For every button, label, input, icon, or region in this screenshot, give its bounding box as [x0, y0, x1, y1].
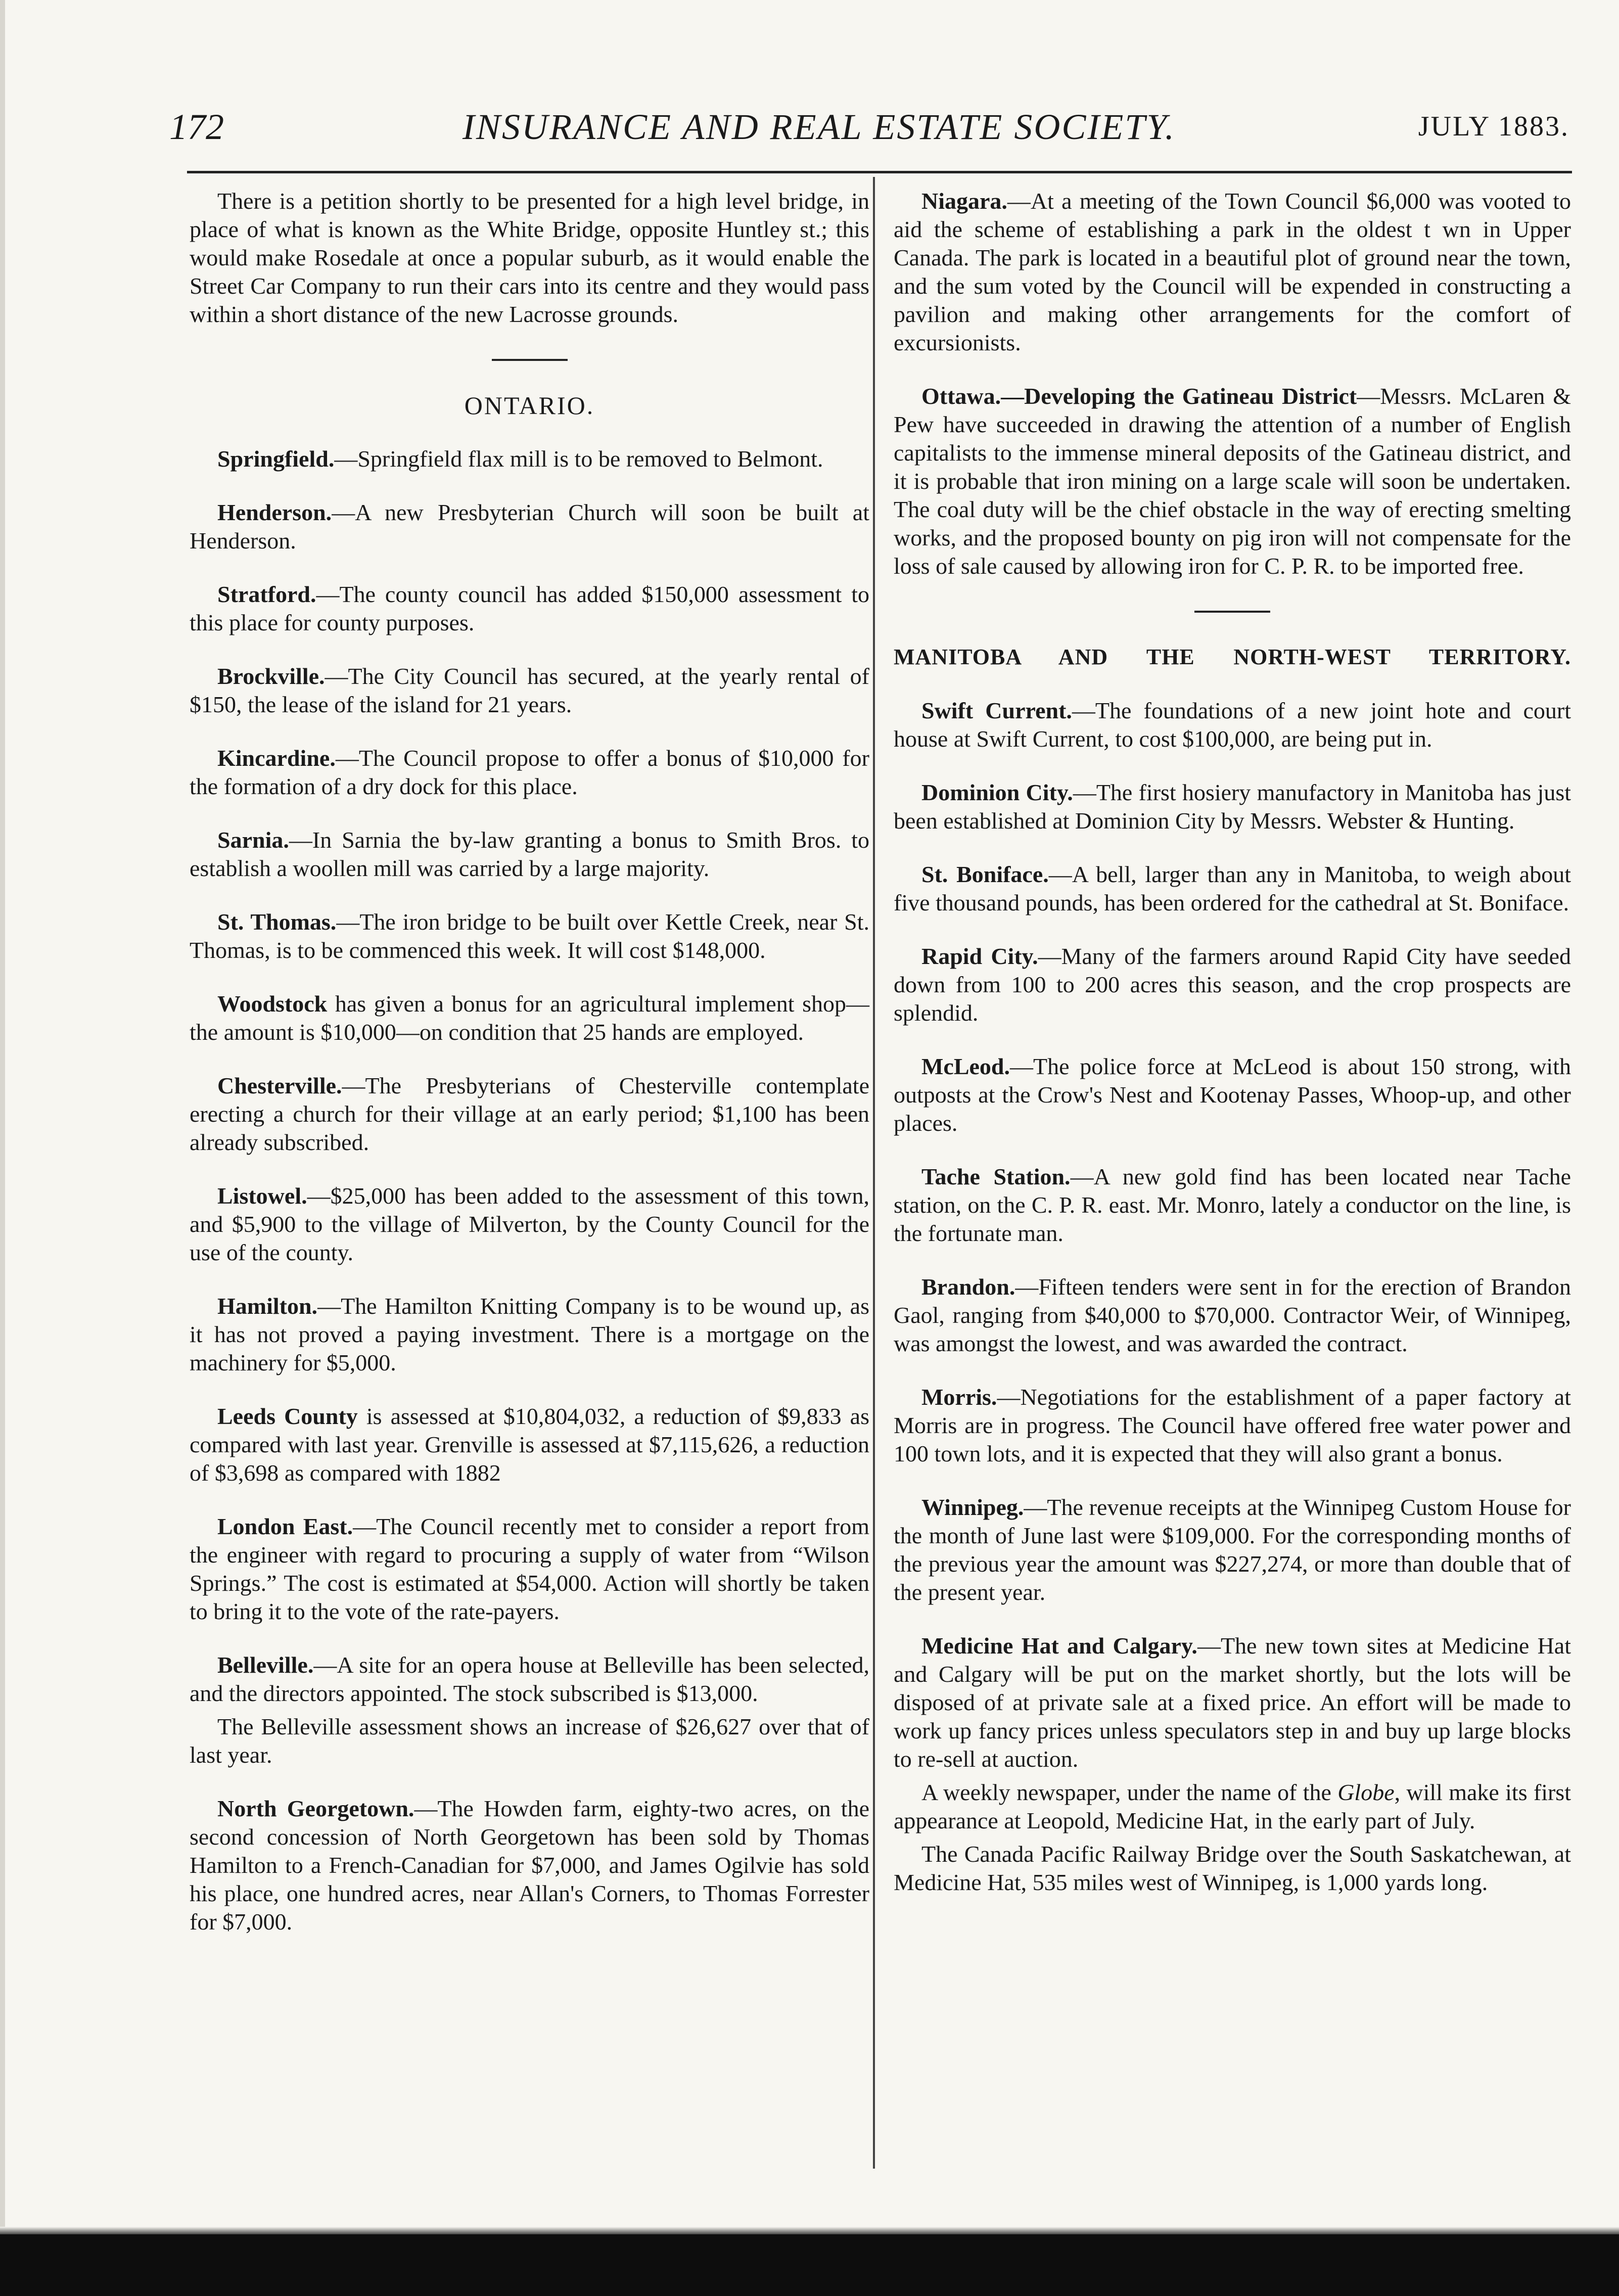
news-item — [190, 1072, 869, 1157]
item-text: —The county council has added $150,000 assessment to this place for county purposes. — [190, 581, 869, 635]
issue-date: JULY 1883. — [1418, 111, 1569, 142]
news-item — [190, 445, 869, 473]
item-text: —A new gold find has been located near Tache station, on the C. P. R. east. Mr. Monro, lately a conductor on the line, is the fortunate man. — [894, 1164, 1571, 1246]
item-place: Leeds County — [217, 1403, 358, 1429]
item-place: Dominion City. — [921, 779, 1073, 805]
news-item — [190, 744, 869, 801]
news-item — [190, 1182, 869, 1267]
item-place: Medicine Hat and Calgary. — [921, 1633, 1197, 1659]
globe-post: , will make its first appearance at Leopold, Medicine Hat, in the early part of July. — [894, 1779, 1571, 1833]
item-place: Springfield. — [217, 446, 335, 472]
item-place: Chesterville. — [217, 1073, 342, 1098]
item-text: is assessed at $10,804,032, a reduction of $9,833 as compared with last year. Grenville is assessed at $7,115,626, a reduction of $3,698 as compared with 1882 — [190, 1403, 869, 1486]
globe-paragraph — [894, 1778, 1571, 1835]
item-text: —The Council propose to offer a bonus of $10,000 for the formation of a dry dock for this place. — [190, 745, 869, 799]
news-item — [190, 990, 869, 1046]
item-place: Brockville. — [217, 663, 325, 689]
news-item — [894, 778, 1571, 835]
item-text: —Negotiations for the establishment of a paper factory at Morris are in progress. The Council have offered free water power and 100 town lots, and it is expected that they will also grant a bonus. — [894, 1384, 1571, 1466]
item-text: —The new town sites at Medicine Hat and Calgary will be put on the market shortly, but the lots will be disposed of at private sale at a fixed price. An effort will be made to work up fancy prices unless speculators step in and buy up large blocks to re-sell at auction. — [894, 1633, 1571, 1772]
news-item — [894, 1163, 1571, 1248]
globe-name: Globe — [1337, 1779, 1395, 1805]
item-text: The Belleville assessment shows an increase of $26,627 over that of last year. — [190, 1714, 869, 1768]
item-text: —Messrs. McLaren & Pew have succeeded in drawing the attention of a number of English capitalists to the immense mineral deposits of the Gatineau district, and it is probable that iron mining on a large scale will soon be undertaken. The coal duty will be the chief obstacle in the way of erecting smelting works, and the proposed bounty on pig iron will not compensate for the loss of sale caused by allowing iron for C. P. R. to be imported free. — [894, 383, 1571, 579]
item-place: Rapid City. — [921, 943, 1038, 969]
news-item — [894, 860, 1571, 917]
item-text: —The Hamilton Knitting Company is to be wound up, as it has not proved a paying investment. There is a mortgage on the machinery for $5,000. — [190, 1293, 869, 1375]
news-item — [190, 908, 869, 965]
item-text: —$25,000 has been added to the assessment of this town, and $5,900 to the village of Milverton, by the County Council for the use of the county. — [190, 1183, 869, 1265]
item-text: —The Howden farm, eighty-two acres, on the second concession of North Georgetown has been sold by Thomas Hamilton to a French-Canadian for $7,000, and James Ogilvie has sold his place, one hundred acres, near Allan's Corners, to Thomas Forrester for $7,000. — [190, 1796, 870, 1935]
running-title: INSURANCE AND REAL ESTATE SOCIETY. — [462, 107, 1176, 147]
section-heading-ontario: ONTARIO. — [464, 391, 595, 420]
item-text: —A site for an opera house at Belleville has been selected, and the directors appointed. The stock subscribed is $13,000. — [190, 1652, 869, 1706]
railway-bridge-paragraph: The Canada Pacific Railway Bridge over the South Saskatchewan, at Medicine Hat, 535 miles west of Winnipeg, is 1,000 yards long. — [894, 1841, 1571, 1895]
item-place: Henderson. — [217, 499, 332, 525]
item-place: St. Boniface. — [921, 861, 1049, 887]
news-item — [894, 942, 1571, 1027]
item-text: —In Sarnia the by-law granting a bonus to Smith Bros. to establish a woollen mill was carried by a large majority. — [190, 827, 869, 881]
item-text: has given a bonus for an agricultural implement shop—the amount is $10,000—on condition that 25 hands are employed. — [190, 991, 869, 1045]
item-place: Stratford. — [217, 581, 316, 607]
section-separator — [1194, 611, 1270, 613]
item-place: North Georgetown. — [217, 1796, 414, 1821]
item-text: —The foundations of a new joint hote and court house at Swift Current, to cost $100,000, are being put in. — [894, 698, 1571, 752]
news-item — [894, 187, 1571, 357]
news-item — [190, 580, 869, 637]
right-column — [894, 187, 1571, 1902]
item-place: McLeod. — [921, 1053, 1010, 1079]
item-text: —At a meeting of the Town Council $6,000 was vooted to aid the scheme of establishing a park in the oldest t wn in Upper Canada. The park is located in a beautiful plot of ground near the town, and the sum voted by the Council will be expended in constructing a pavilion and making other arrangements for the comfort of excursionists. — [894, 188, 1571, 355]
item-place: Ottawa.—Developing the Gatineau District — [921, 383, 1357, 409]
item-place: Listowel. — [217, 1183, 307, 1209]
item-place: Woodstock — [217, 991, 328, 1017]
column-divider — [873, 177, 875, 2169]
page-number: 172 — [169, 107, 224, 147]
item-place: Hamilton. — [217, 1293, 318, 1319]
item-place: Sarnia. — [217, 827, 289, 853]
header-rule — [187, 171, 1572, 173]
item-text: —Fifteen tenders were sent in for the erection of Brandon Gaol, ranging from $40,000 to $70,000. Contractor Weir, of Winnipeg, was amongst the lowest, and was awarded the contract. — [894, 1274, 1571, 1356]
news-item — [190, 1795, 869, 1936]
item-text: —Springfield flax mill is to be removed to Belmont. — [334, 446, 823, 472]
item-text: —The Council recently met to consider a report from the engineer with regard to procuring a supply of water from “Wilson Springs.” The cost is estimated at $54,000. Action will shortly be taken to bring it to the vote of the rate-payers. — [190, 1513, 869, 1624]
news-item — [190, 826, 869, 883]
item-text: —A new Presbyterian Church will soon be built at Henderson. — [190, 499, 869, 554]
news-item — [894, 1273, 1571, 1358]
item-text: —The Presbyterians of Chesterville contemplate erecting a church for their village at an early period; $1,100 has been already subscribed. — [190, 1073, 869, 1155]
intro-paragraph: There is a petition shortly to be presented for a high level bridge, in place of what is known as the White Bridge, opposite Huntley st.; this would make Rosedale at once a popular suburb, as it would enable the Street Car Company to run their cars into its centre and they would pass within a short distance of the new Lacrosse grounds. — [190, 188, 869, 327]
news-item — [190, 1292, 869, 1377]
section-heading-manitoba: MANITOBA AND THE NORTH-WEST TERRITORY. — [894, 645, 1571, 669]
news-item — [190, 1713, 869, 1769]
item-text: —Many of the farmers around Rapid City have seeded down from 100 to 200 acres this season, and the crop prospects are splendid. — [894, 943, 1571, 1026]
news-item — [190, 1512, 869, 1626]
news-item — [894, 697, 1571, 753]
item-text: —The first hosiery manufactory in Manitoba has just been established at Dominion City by Messrs. Webster & Hunting. — [894, 779, 1571, 834]
item-text: —The police force at McLeod is about 150 strong, with outposts at the Crow's Nest and Kootenay Passes, Whoop-up, and other places. — [894, 1053, 1571, 1136]
news-item — [190, 1402, 869, 1487]
item-place: Morris. — [921, 1384, 997, 1410]
page-edge-shadow — [0, 0, 5, 2296]
item-place: Niagara. — [921, 188, 1007, 214]
news-item — [190, 662, 869, 719]
item-place: Winnipeg. — [921, 1494, 1024, 1520]
news-item — [190, 498, 869, 555]
news-item — [894, 1383, 1571, 1468]
page-header — [169, 101, 1575, 157]
item-text: —The revenue receipts at the Winnipeg Custom House for the month of June last were $109,000. For the corresponding months of the previous year the amount was $227,274, or more than double that of the present year. — [894, 1494, 1571, 1605]
news-item — [894, 1052, 1571, 1137]
news-item — [190, 1651, 869, 1708]
globe-pre: A weekly newspaper, under the name of the — [921, 1779, 1338, 1805]
news-item — [894, 1632, 1571, 1773]
item-text: —The City Council has secured, at the yearly rental of $150, the lease of the island for 21 years. — [190, 663, 869, 717]
item-place: Belleville. — [217, 1652, 314, 1678]
item-place: Kincardine. — [217, 745, 336, 771]
news-item — [894, 382, 1571, 580]
item-text: —A bell, larger than any in Manitoba, to weigh about five thousand pounds, has been ordered for the cathedral at St. Boniface. — [894, 861, 1571, 915]
item-text: —The iron bridge to be built over Kettle Creek, near St. Thomas, is to be commenced this week. It will cost $148,000. — [190, 909, 869, 963]
item-place: St. Thomas. — [217, 909, 337, 935]
news-item — [894, 1493, 1571, 1606]
scan-bottom-edge — [0, 2234, 1619, 2296]
item-place: London East. — [217, 1513, 353, 1539]
item-place: Brandon. — [921, 1274, 1015, 1300]
left-column — [190, 187, 869, 1961]
item-place: Swift Current. — [921, 698, 1072, 723]
section-separator — [492, 359, 568, 361]
item-place: Tache Station. — [921, 1164, 1071, 1189]
